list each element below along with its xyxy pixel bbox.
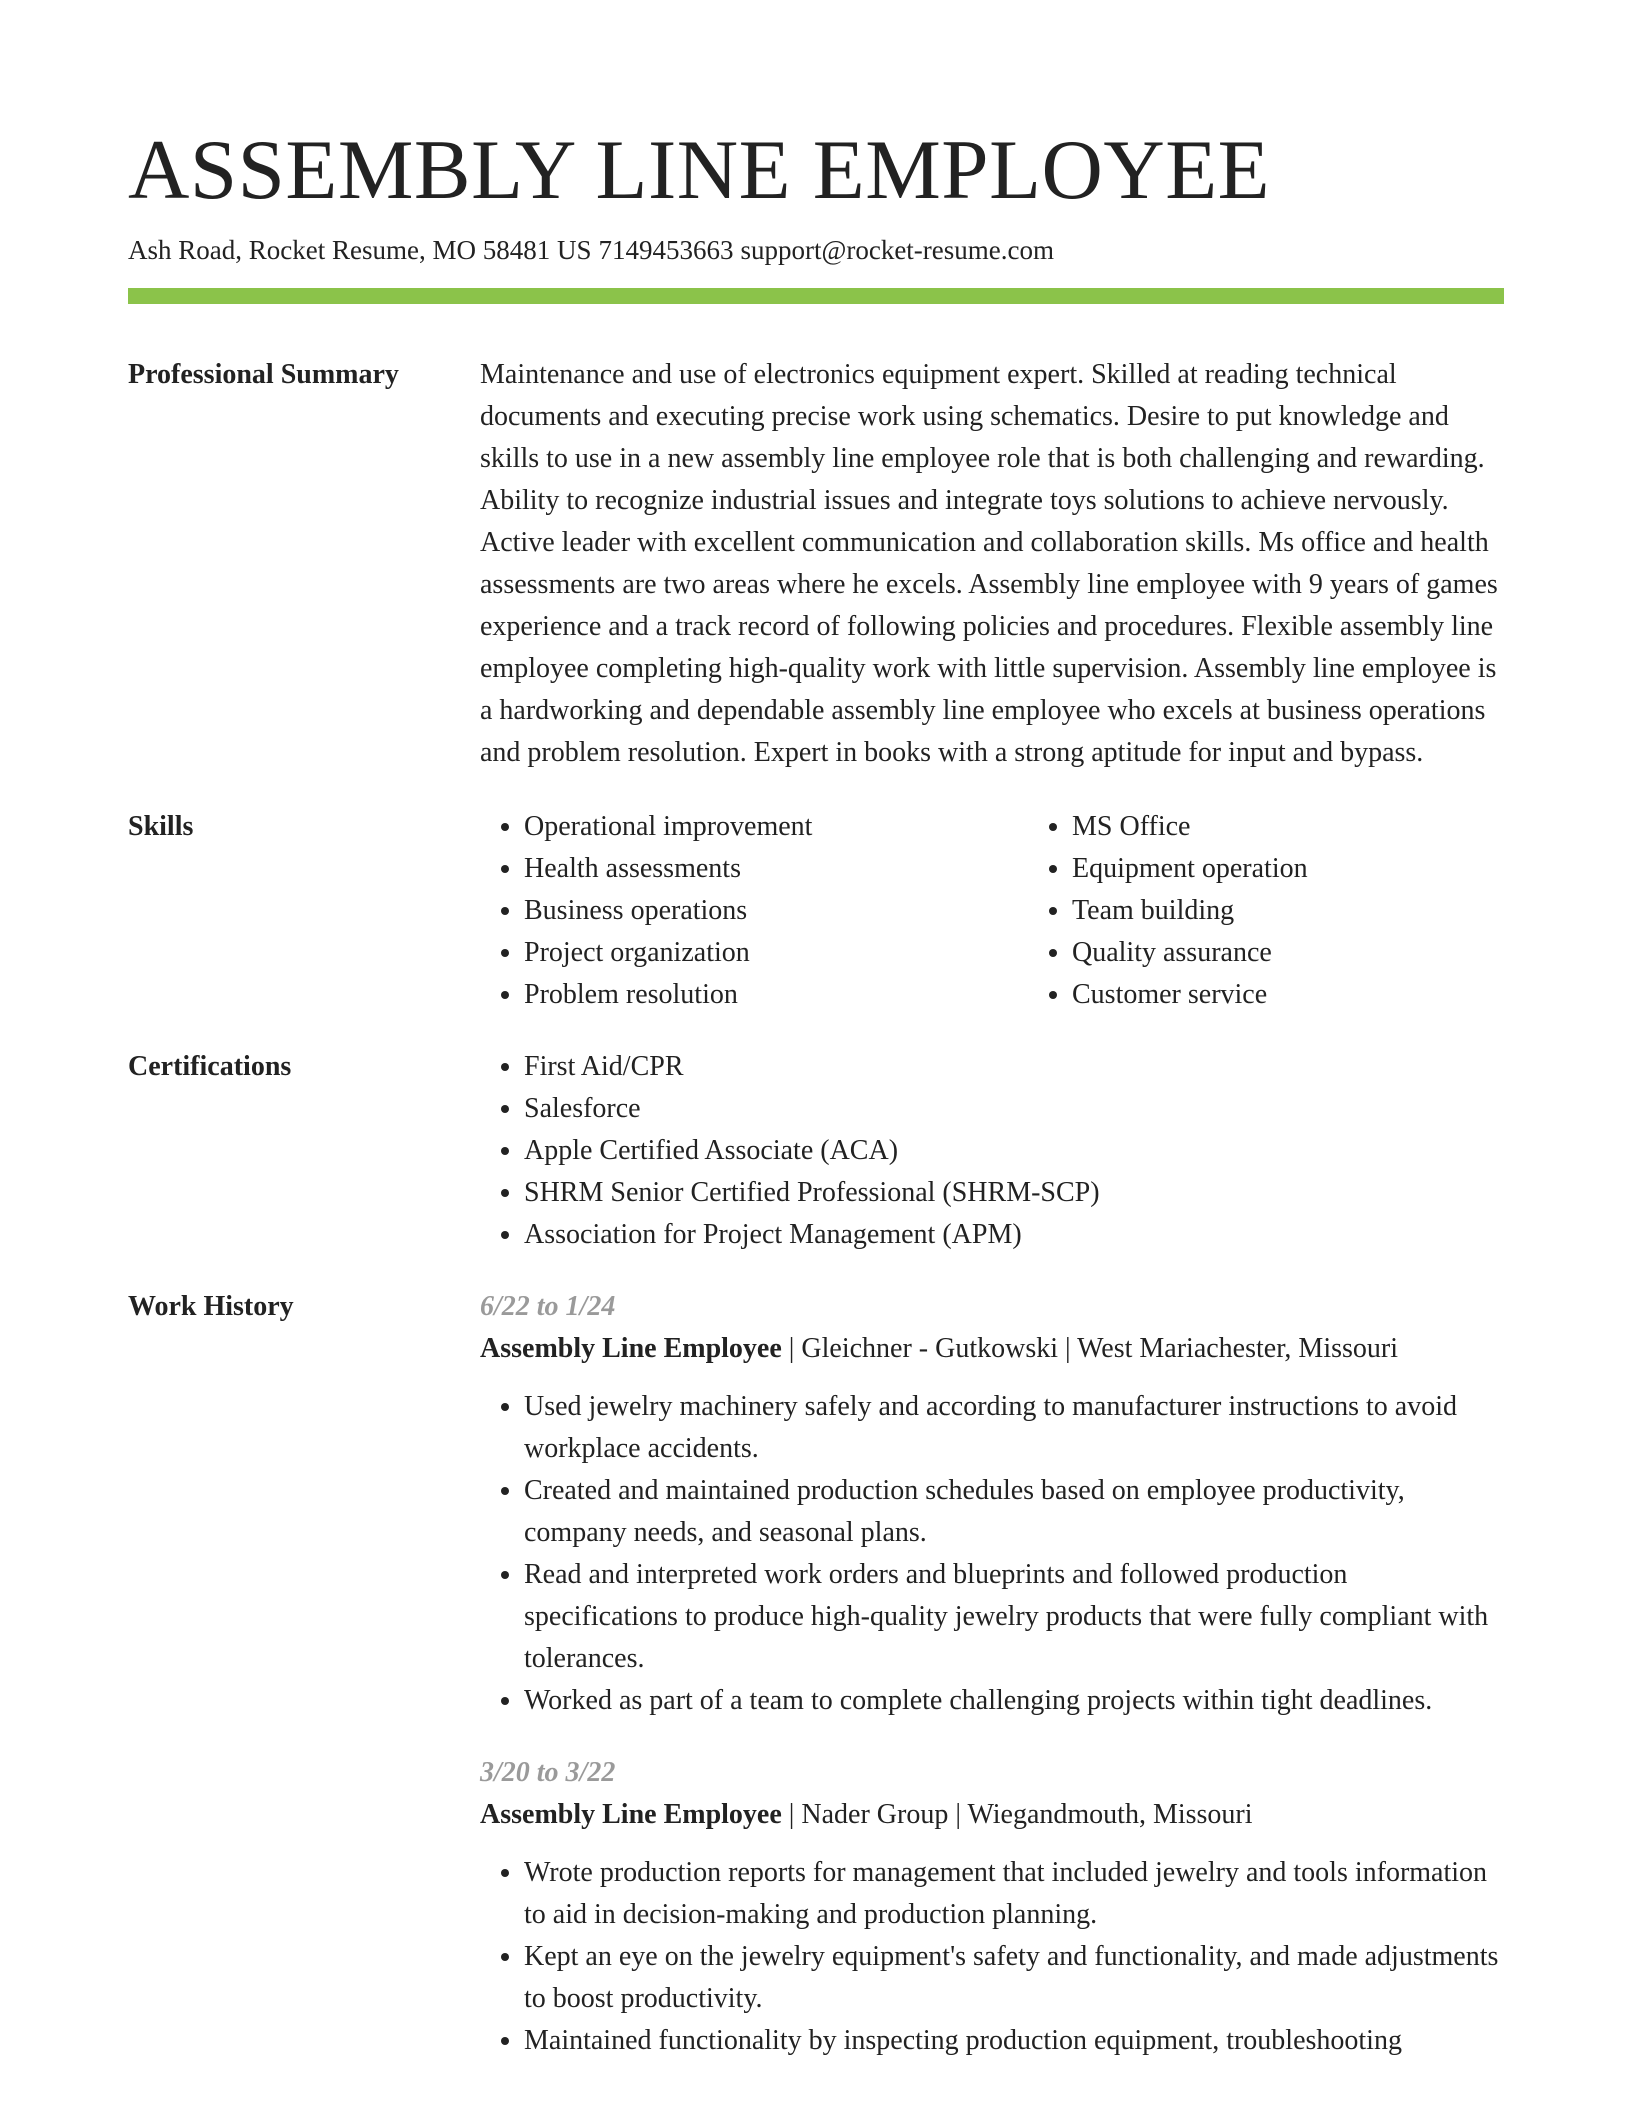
job-bullet: • Kept an eye on the jewelry equipment's safety and functionality, and made adjustments to boost productivity.: [524, 1936, 1504, 2020]
resume-name: ASSEMBLY LINE EMPLOYEE: [128, 123, 1271, 217]
certifications-section: [128, 1046, 1504, 1256]
job-dates: 3/20 to 3/22: [480, 1757, 616, 1788]
job-entry: [480, 1286, 1504, 1722]
certifications-list: [480, 1046, 1504, 1256]
certification-item: • SHRM Senior Certified Professional (SHRM-SCP): [524, 1172, 1504, 1214]
skill-item: • Operational improvement: [524, 806, 1028, 848]
accent-divider: [128, 288, 1504, 304]
contact-email: support@rocket-resume.com: [740, 235, 1055, 265]
skill-item: • MS Office: [1072, 806, 1504, 848]
job-title: Assembly Line Employee: [480, 1333, 782, 1364]
job-company: Gleichner - Gutkowski: [801, 1333, 1058, 1364]
skill-item: • Equipment operation: [1072, 848, 1504, 890]
skills-grid: [480, 806, 1504, 1016]
separator: |: [955, 1799, 961, 1830]
resume-page: [128, 0, 1504, 2062]
section-title-work: Work History: [128, 1291, 294, 1322]
section-title-certifications: Certifications: [128, 1051, 292, 1082]
job-company: Nader Group: [801, 1799, 949, 1830]
contact-line: [128, 232, 1504, 268]
summary-text: Maintenance and use of electronics equipment expert. Skilled at reading technical documents and executing precise work using schematics. Desire to put knowledge and skills to use in a new assembly line employee role that is both challenging and rewarding. Ability to recognize industrial issues and integrate toys solutions to achieve nervously. Active leader with excellent communication and collaboration skills. Ms office and health assessments are two areas where he excels. Assembly line employee with 9 years of games experience and a track record of following policies and procedures. Flexible assembly line employee completing high-quality work with little supervision. Assembly line employee is a hardworking and dependable assembly line employee who excels at business operations and problem resolution. Expert in books with a strong aptitude for input and bypass.: [480, 359, 1498, 768]
job-bullet: • Read and interpreted work orders and blueprints and followed production specifications to produce high-quality jewelry products that were fully compliant with tolerances.: [524, 1554, 1504, 1680]
job-location: West Mariachester, Missouri: [1077, 1333, 1398, 1364]
job-bullet: • Worked as part of a team to complete challenging projects within tight deadlines.: [524, 1680, 1504, 1722]
skill-item: • Quality assurance: [1072, 932, 1504, 974]
certification-item: • Association for Project Management (APM): [524, 1214, 1504, 1256]
professional-summary-section: [128, 354, 1504, 774]
work-history-body: [480, 1286, 1504, 2062]
skills-list-left: [480, 806, 1028, 1016]
job-title: Assembly Line Employee: [480, 1799, 782, 1830]
skill-item: • Business operations: [524, 890, 1028, 932]
section-title-skills: Skills: [128, 811, 194, 842]
separator: |: [788, 1333, 795, 1364]
separator: |: [788, 1799, 795, 1830]
skill-item: • Project organization: [524, 932, 1028, 974]
contact-phone: 7149453663: [598, 235, 734, 265]
certifications-body: [480, 1046, 1504, 1256]
job-entry: [480, 1752, 1504, 2062]
skills-section: [128, 806, 1504, 1016]
job-bullet: • Created and maintained production schedules based on employee productivity, company needs, and seasonal plans.: [524, 1470, 1504, 1554]
job-heading: [480, 1794, 1504, 1836]
skill-item: • Customer service: [1072, 974, 1504, 1016]
skill-item: • Problem resolution: [524, 974, 1028, 1016]
skills-list-right: [1028, 806, 1504, 1016]
skill-item: • Health assessments: [524, 848, 1028, 890]
job-bullet-list: [480, 1386, 1504, 1722]
job-bullet: • Wrote production reports for management that included jewelry and tools information to aid in decision-making and production planning.: [524, 1852, 1504, 1936]
job-heading: [480, 1328, 1504, 1370]
separator: |: [1065, 1333, 1071, 1364]
job-bullet-list: [480, 1852, 1504, 2062]
certification-item: • Apple Certified Associate (ACA): [524, 1130, 1504, 1172]
job-dates: 6/22 to 1/24: [480, 1291, 616, 1322]
job-bullet: • Used jewelry machinery safely and according to manufacturer instructions to avoid workplace accidents.: [524, 1386, 1504, 1470]
section-title-summary: Professional Summary: [128, 359, 399, 390]
summary-body: [480, 354, 1504, 774]
skill-item: • Team building: [1072, 890, 1504, 932]
job-bullet: • Maintained functionality by inspecting production equipment, troubleshooting: [524, 2020, 1504, 2062]
work-history-section: [128, 1286, 1504, 2062]
job-location: Wiegandmouth, Missouri: [967, 1799, 1253, 1830]
certification-item: • First Aid/CPR: [524, 1046, 1504, 1088]
contact-address: Ash Road, Rocket Resume, MO 58481 US: [128, 235, 592, 265]
certification-item: • Salesforce: [524, 1088, 1504, 1130]
